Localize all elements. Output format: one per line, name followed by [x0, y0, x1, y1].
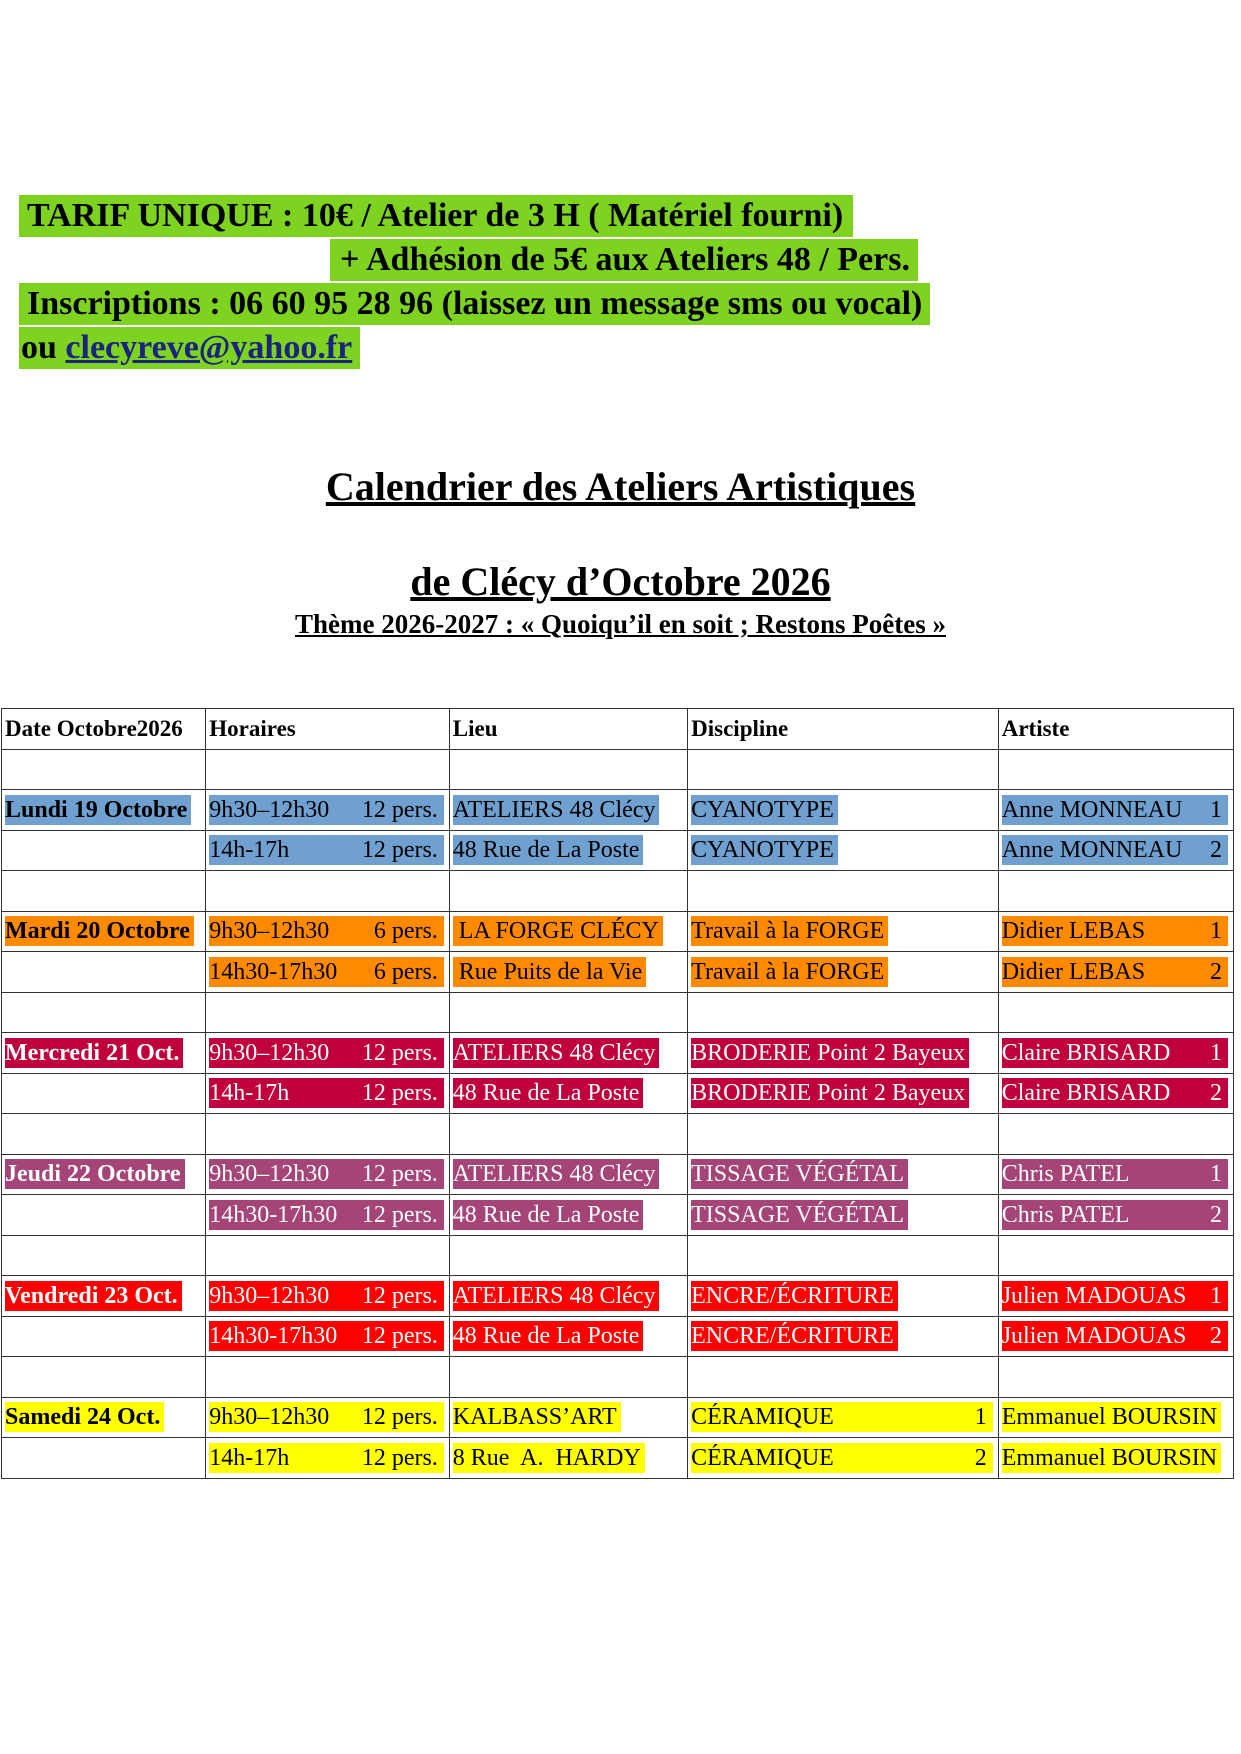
time-text: 14h30-17h30: [209, 958, 338, 985]
lieu-text: LA FORGE CLÉCY: [453, 916, 663, 946]
pers-text: 12 pers.: [361, 1039, 438, 1066]
empty-cell: [2, 871, 206, 912]
lieu-text: Rue Puits de la Vie: [453, 957, 646, 987]
empty-cell: [449, 1357, 687, 1398]
horaires-cell: [206, 1316, 450, 1357]
empty-cell: [998, 1114, 1233, 1155]
horaires-cell: [206, 1033, 450, 1074]
time-text: 14h-17h: [209, 1080, 290, 1107]
lieu-cell: [449, 830, 687, 871]
empty-cell: [998, 749, 1233, 790]
empty-cell: [688, 871, 999, 912]
table-row: [2, 911, 1234, 952]
discipline-text: BRODERIE Point 2 Bayeux: [691, 1038, 969, 1068]
discipline-cell: [688, 952, 999, 993]
date-cell: [2, 1438, 206, 1479]
pers-text: 6 pers.: [373, 918, 438, 945]
empty-cell: [2, 1235, 206, 1276]
empty-cell: [206, 1114, 450, 1155]
spacer-row: [2, 1114, 1234, 1155]
empty-cell: [998, 992, 1233, 1033]
horaires-mark: [209, 1321, 444, 1351]
date-cell: [2, 1397, 206, 1438]
artiste-cell: [998, 1033, 1233, 1074]
artiste-cell: [998, 1438, 1233, 1479]
time-text: 9h30–12h30: [209, 1282, 330, 1309]
time-text: 9h30–12h30: [209, 1039, 330, 1066]
empty-cell: [449, 1235, 687, 1276]
page-title-text: Calendrier des Ateliers Artistiques: [325, 464, 916, 509]
pers-text: 12 pers.: [361, 1201, 438, 1228]
artiste-text: Claire BRISARD: [1001, 1039, 1171, 1066]
session-number: 2: [1210, 1201, 1222, 1228]
lieu-cell: [449, 1073, 687, 1114]
date-cell: [2, 1195, 206, 1236]
lieu-cell: [449, 1438, 687, 1479]
discipline-mark: [691, 1402, 993, 1432]
discipline-text: TISSAGE VÉGÉTAL: [691, 1159, 908, 1189]
artiste-cell: [998, 830, 1233, 871]
artiste-cell: [998, 1316, 1233, 1357]
tarif-line-3: [19, 282, 930, 326]
lieu-text: 48 Rue de La Poste: [453, 835, 644, 865]
empty-cell: [449, 1114, 687, 1155]
empty-cell: [206, 1357, 450, 1398]
empty-cell: [998, 1357, 1233, 1398]
time-text: 9h30–12h30: [209, 1161, 330, 1188]
horaires-mark: [209, 1159, 444, 1189]
discipline-text: ENCRE/ÉCRITURE: [691, 1321, 898, 1351]
artiste-mark: [1002, 835, 1228, 865]
adhesion-text: + Adhésion de 5€ aux Ateliers 48 / Pers.: [330, 239, 918, 281]
discipline-cell: [688, 1316, 999, 1357]
horaires-mark: [209, 1200, 444, 1230]
empty-cell: [2, 992, 206, 1033]
tarif-highlight-4: [19, 327, 360, 369]
spacer-row: [2, 1357, 1234, 1398]
artiste-text: Julien MADOUAS: [1001, 1282, 1187, 1309]
discipline-cell: [688, 1438, 999, 1479]
time-text: 14h30-17h30: [209, 1201, 338, 1228]
artiste-cell: [998, 1073, 1233, 1114]
time-text: 9h30–12h30: [209, 796, 330, 823]
artiste-text: Emmanuel BOURSIN: [1002, 1443, 1221, 1473]
lieu-text: 48 Rue de La Poste: [453, 1078, 644, 1108]
lieu-cell: [449, 1195, 687, 1236]
lieu-cell: [449, 952, 687, 993]
artiste-mark: [1002, 795, 1228, 825]
horaires-mark: [209, 835, 444, 865]
artiste-cell: [998, 1276, 1233, 1317]
discipline-text: ENCRE/ÉCRITURE: [691, 1281, 898, 1311]
artiste-mark: [1002, 1200, 1228, 1230]
day-label: Mardi 20 Octobre: [5, 916, 194, 946]
empty-cell: [688, 749, 999, 790]
discipline-cell: [688, 790, 999, 831]
horaires-cell: [206, 1438, 450, 1479]
tarif-line-2: [19, 238, 930, 282]
horaires-cell: [206, 952, 450, 993]
date-cell: [2, 790, 206, 831]
spacer-row: [2, 871, 1234, 912]
tarif-highlight-1: [19, 195, 853, 237]
artiste-text: Anne MONNEAU: [1001, 796, 1183, 823]
table-row: [2, 1316, 1234, 1357]
discipline-cell: [688, 1397, 999, 1438]
date-cell: [2, 1073, 206, 1114]
artiste-mark: [1002, 1078, 1228, 1108]
artiste-mark: [1002, 957, 1228, 987]
header-artiste: Artiste: [998, 709, 1233, 750]
empty-cell: [998, 871, 1233, 912]
time-text: 9h30–12h30: [209, 918, 330, 945]
header-lieu: Lieu: [449, 709, 687, 750]
day-label: Jeudi 22 Octobre: [5, 1159, 185, 1189]
session-number: 1: [1210, 918, 1222, 945]
discipline-text: Travail à la FORGE: [691, 916, 888, 946]
discipline-cell: [688, 1033, 999, 1074]
tarif-block: [19, 194, 930, 370]
page-subtitle-text: de Clécy d’Octobre 2026: [410, 559, 831, 604]
artiste-text: Chris PATEL: [1001, 1161, 1130, 1188]
artiste-mark: [1002, 1038, 1228, 1068]
lieu-text: 48 Rue de La Poste: [453, 1200, 644, 1230]
artiste-cell: [998, 911, 1233, 952]
pers-text: 12 pers.: [361, 1080, 438, 1107]
day-label: Vendredi 23 Oct.: [5, 1281, 182, 1311]
time-text: 14h-17h: [209, 1444, 290, 1471]
discipline-mark: [691, 1443, 993, 1473]
discipline-text: CYANOTYPE: [691, 835, 838, 865]
pers-text: 12 pers.: [361, 1282, 438, 1309]
lieu-cell: [449, 1276, 687, 1317]
artiste-text: Claire BRISARD: [1001, 1080, 1171, 1107]
discipline-text: CYANOTYPE: [691, 795, 838, 825]
session-number: 1: [1210, 796, 1222, 823]
empty-cell: [688, 1235, 999, 1276]
discipline-text: CÉRAMIQUE: [691, 1404, 834, 1431]
pers-text: 6 pers.: [373, 958, 438, 985]
tarif-label: TARIF UNIQUE: [27, 197, 274, 234]
artiste-text: Didier LEBAS: [1001, 918, 1146, 945]
date-cell: [2, 952, 206, 993]
discipline-text: CÉRAMIQUE: [691, 1444, 834, 1471]
horaires-cell: [206, 1276, 450, 1317]
horaires-cell: [206, 1073, 450, 1114]
lieu-text: ATELIERS 48 Clécy: [453, 1038, 660, 1068]
page-title: [0, 463, 1241, 510]
horaires-cell: [206, 1397, 450, 1438]
artiste-text: Didier LEBAS: [1001, 958, 1146, 985]
theme-text: Thème 2026-2027 : « Quoiqu’il en soit ; Restons Poêtes »: [295, 609, 946, 639]
horaires-mark: [209, 1281, 444, 1311]
lieu-cell: [449, 1033, 687, 1074]
date-cell: [2, 1316, 206, 1357]
table-row: [2, 1154, 1234, 1195]
artiste-mark: [1002, 1281, 1228, 1311]
pers-text: 12 pers.: [361, 837, 438, 864]
artiste-cell: [998, 952, 1233, 993]
empty-cell: [449, 871, 687, 912]
horaires-cell: [206, 830, 450, 871]
table-row: [2, 1397, 1234, 1438]
lieu-cell: [449, 790, 687, 831]
theme-line: [0, 609, 1241, 640]
session-number: 2: [1210, 1080, 1222, 1107]
table-header-row: [2, 709, 1234, 750]
discipline-cell: [688, 1195, 999, 1236]
day-label: Lundi 19 Octobre: [5, 795, 191, 825]
artiste-cell: [998, 790, 1233, 831]
artiste-text: Anne MONNEAU: [1001, 837, 1183, 864]
pers-text: 12 pers.: [361, 1323, 438, 1350]
header-date: Date Octobre2026: [2, 709, 206, 750]
horaires-cell: [206, 1154, 450, 1195]
date-cell: [2, 1154, 206, 1195]
lieu-text: ATELIERS 48 Clécy: [453, 795, 660, 825]
tarif-line-4: [19, 326, 930, 370]
session-number: 2: [974, 1444, 987, 1471]
empty-cell: [688, 1114, 999, 1155]
pers-text: 12 pers.: [361, 1404, 438, 1431]
discipline-text: Travail à la FORGE: [691, 957, 888, 987]
session-number: 1: [1210, 1282, 1222, 1309]
pers-text: 12 pers.: [361, 1444, 438, 1471]
date-cell: [2, 1276, 206, 1317]
date-cell: [2, 1033, 206, 1074]
lieu-cell: [449, 1154, 687, 1195]
spacer-row: [2, 992, 1234, 1033]
empty-cell: [449, 749, 687, 790]
lieu-text: ATELIERS 48 Clécy: [453, 1281, 660, 1311]
discipline-cell: [688, 1073, 999, 1114]
artiste-mark: [1002, 916, 1228, 946]
tarif-price: : 10€ / Atelier de 3 H ( Matériel fourni): [273, 197, 844, 234]
artiste-text: Emmanuel BOURSIN: [1002, 1402, 1221, 1432]
lieu-cell: [449, 1397, 687, 1438]
empty-cell: [449, 992, 687, 1033]
discipline-cell: [688, 1154, 999, 1195]
empty-cell: [688, 992, 999, 1033]
session-number: 1: [1210, 1161, 1222, 1188]
table-row: [2, 1276, 1234, 1317]
discipline-cell: [688, 830, 999, 871]
day-label: Samedi 24 Oct.: [5, 1402, 164, 1432]
time-text: 14h30-17h30: [209, 1323, 338, 1350]
empty-cell: [2, 749, 206, 790]
horaires-mark: [209, 1078, 444, 1108]
header-horaires: Horaires: [206, 709, 450, 750]
discipline-cell: [688, 911, 999, 952]
time-text: 14h-17h: [209, 837, 290, 864]
empty-cell: [206, 749, 450, 790]
artiste-cell: [998, 1397, 1233, 1438]
pers-text: 12 pers.: [361, 1161, 438, 1188]
artiste-mark: [1002, 1159, 1228, 1189]
table-row: [2, 1033, 1234, 1074]
horaires-cell: [206, 911, 450, 952]
horaires-mark: [209, 916, 444, 946]
session-number: 2: [1210, 958, 1222, 985]
horaires-mark: [209, 1402, 444, 1432]
pers-text: 12 pers.: [361, 796, 438, 823]
session-number: 2: [1210, 1323, 1222, 1350]
discipline-cell: [688, 1276, 999, 1317]
empty-cell: [2, 1114, 206, 1155]
empty-cell: [206, 1235, 450, 1276]
lieu-cell: [449, 911, 687, 952]
horaires-mark: [209, 1038, 444, 1068]
artiste-cell: [998, 1195, 1233, 1236]
empty-cell: [998, 1235, 1233, 1276]
schedule-table: [1, 708, 1234, 1479]
session-number: 1: [1210, 1039, 1222, 1066]
inscriptions-text: Inscriptions : 06 60 95 28 96 (laissez un message sms ou vocal): [19, 283, 930, 325]
lieu-text: 48 Rue de La Poste: [453, 1321, 644, 1351]
table-row: [2, 1073, 1234, 1114]
date-cell: [2, 830, 206, 871]
horaires-mark: [209, 795, 444, 825]
email-prefix: ou: [21, 329, 66, 366]
header-discipline: Discipline: [688, 709, 999, 750]
artiste-mark: [1002, 1321, 1228, 1351]
horaires-cell: [206, 1195, 450, 1236]
table-row: [2, 830, 1234, 871]
artiste-text: Chris PATEL: [1001, 1201, 1130, 1228]
spacer-row: [2, 749, 1234, 790]
page-subtitle: [0, 558, 1241, 605]
session-number: 1: [974, 1404, 987, 1431]
discipline-text: TISSAGE VÉGÉTAL: [691, 1200, 908, 1230]
lieu-text: KALBASS’ART: [453, 1402, 621, 1432]
discipline-text: BRODERIE Point 2 Bayeux: [691, 1078, 969, 1108]
email-link[interactable]: clecyreve@yahoo.fr: [65, 329, 353, 366]
table-row: [2, 1438, 1234, 1479]
day-label: Mercredi 21 Oct.: [5, 1038, 183, 1068]
empty-cell: [206, 871, 450, 912]
horaires-mark: [209, 957, 444, 987]
horaires-cell: [206, 790, 450, 831]
spacer-row: [2, 1235, 1234, 1276]
horaires-mark: [209, 1443, 444, 1473]
artiste-cell: [998, 1154, 1233, 1195]
artiste-text: Julien MADOUAS: [1001, 1323, 1187, 1350]
lieu-cell: [449, 1316, 687, 1357]
empty-cell: [2, 1357, 206, 1398]
date-cell: [2, 911, 206, 952]
table-row: [2, 1195, 1234, 1236]
lieu-text: 8 Rue A. HARDY: [453, 1443, 645, 1473]
empty-cell: [688, 1357, 999, 1398]
time-text: 9h30–12h30: [209, 1404, 330, 1431]
session-number: 2: [1210, 837, 1222, 864]
table-row: [2, 790, 1234, 831]
empty-cell: [206, 992, 450, 1033]
table-row: [2, 952, 1234, 993]
lieu-text: ATELIERS 48 Clécy: [453, 1159, 660, 1189]
tarif-line-1: [19, 194, 930, 238]
